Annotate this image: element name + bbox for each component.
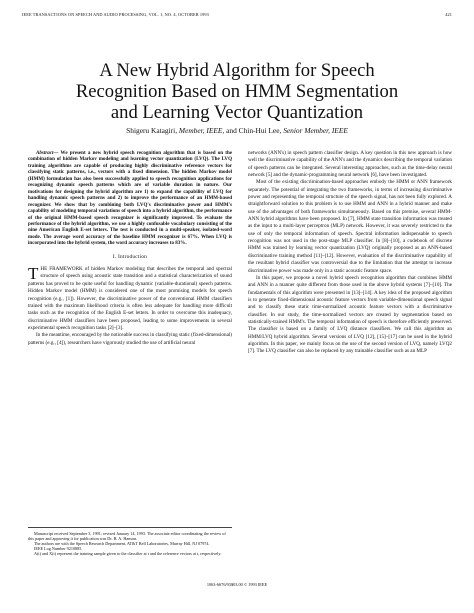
footnotes [28,527,232,556]
right-paragraph-3: In this paper, we propose a novel hybrid speech recognition algorithm that combines HMM and ANN in a manner quite different from those used in the above hybrid systems [7]–[10]. The fundamentals of this algorithm were presented in [13]–[14]. A key idea of the proposed algorithm is to generate fixed-dimensional acoustic feature vectors from variable-dimensional speech signal and to classify these static time-normalized acoustic feature vectors with a discriminative classifier. In our study, the time-normalized vectors are created by segmentation based on statistically-trained HMM's. The temporal information of speech is therefore efficiently preserved. The classifier is based on a family of LVQ distance classifiers. We call this algorithm an HMM/LVQ hybrid algorithm. Several versions of LVQ [12], [15]–[17] can be used in the hybrid algorithm. In this paper, we mainly focus on the use of the second version of LVQ, namely LVQ2 [7]. The LVQ classifier can also be replaced by any trainable classifier such as an MLP [248,274,452,355]
footnote-affiliation: The authors are with the Speech Research Department, AT&T Bell Laboratories, Murray Hill, NJ 07974. [34,541,210,547]
intro-paragraph-1-text: HE FRAMEWORK of hidden Markov modeling that describes the temporal and spectral structure of speech using acoustic state transition and a statistical characterization of sound patterns has proved to be quite useful for handling dynamic (variable-durational) speech patterns. Hidden Markov model (HMM) is considered one of the most promising models for speech recognition (e.g., [1]). However, the discriminative power of the conventional HMM classifiers trained with the maximum likelihood criteria is often less adequate for handling more difficult tasks such as the recognition of the English E-set letters. In order to overcome this inadequacy, discriminative HMM classifiers have been proposed, leading to some improvements in several experimental speech recognition tasks [2]–[3]. [28,266,232,331]
abstract-text: We present a new hybrid speech recognition algorithm that is based on the combination of hidden Markov modeling and learning vector quantization (LVQ). The LVQ training algorithms are capable of producing highly discriminative reference vectors for classifying static patterns, i.e., vectors with a fixed dimension. The hidden Markov model (HMM) formulation has also been successfully applied to speech recognition applications for recognizing dynamic speech patterns which are of variable duration in nature. Our motivations for designing the hybrid algorithm are 1) to expand the capability of LVQ for handling dynamic speech patterns and 2) to improve the performance of an HMM-based recognizer. We show that by combining both LVQ's discriminative power and HMM's capability of modeling temporal variations of speech into a hybrid algorithm, the performance of the original HMM-based speech recognizer is significantly improved. To evaluate the performance of the hybrid algorithm, we use a highly confusable vocabulary consisting of the nine American English E-set letters. The test is conducted in a multi-speaker, isolated-word mode. The average word accuracy of the baseline HMM recognizer is 67%. When LVQ is incorporated into the hybrid system, the word accuracy increases to 83%. [28,150,232,247]
footnote-notation: A(t) and X(t) represent the training sample given to the classifier at t and the reference vectors at t, respectively. [34,551,222,557]
section-heading-introduction: I. Introduction [112,253,148,260]
copyright-footer: 1063-6676/93$03.00 © 1993 IEEE [206,582,268,587]
author-2-role: Senior Member, IEEE [283,126,348,135]
footnote-log-number: IEEE Log Number 9210885. [34,546,83,552]
right-column [248,150,452,356]
author-line [40,126,434,135]
author-1-name: Shigeru Katagiri, [126,126,178,135]
page-number: 421 [445,12,452,17]
title-line-3: and Learning Vector Quantization [110,102,364,123]
footnote-manuscript: Manuscript received September 3, 1991; revised January 14, 1993. The associate editor coordinating the review of this paper and approving it for publication was Dr. B. A. Hanson. [28,531,226,542]
journal-name: IEEE TRANSACTIONS ON SPEECH AND AUDIO PROCESSING, VOL. 1, NO. 4, OCTOBER 1993 [22,12,209,17]
drop-cap: T [28,264,39,284]
title-line-1: A New Hybrid Algorithm for Speech [99,60,375,81]
title-line-2: Recognition Based on HMM Segmentation [75,81,399,102]
intro-paragraph-2: In the meantime, encouraged by the noticeable success in classifying static (fixed-dimensional) patterns (e.g., [4]), researchers have vigorously studied the use of artificial neural [28,332,232,346]
author-1-role: Member, IEEE, [178,126,225,135]
right-paragraph-1: networks (ANN's) in speech pattern classifier design. A key question in this new approach is how well the discriminative capability of the ANN's and the dynamics describing the temporal variation of speech patterns can be integrated. Several interesting approaches, such as the time-delay neural network [5] and the dynamic-programming neural network [6], have been investigated. [248,150,452,179]
running-head [22,12,452,17]
intro-paragraph-1 [28,266,232,332]
paper-title [40,60,434,123]
abstract-label: Abstract— [36,150,59,156]
abstract [28,150,232,247]
left-column [28,150,232,347]
author-2-name: and Chin-Hui Lee, [226,126,282,135]
right-paragraph-2: Most of the existing discrimination-based approaches embody the HMM or ANN framework separately. The potential of integrating the two frameworks, in terms of increasing discriminative power and representing the temporal structure of the speech signal, has not been fully explored. A straightforward solution to this problem is to use HMM and ANN in a hybrid manner and make use of the advantages of both frameworks simultaneously. Based on this premise, several HMM-ANN hybrid algorithms have been proposed. In [7], HMM state transition information was treated as the input to a multi-layer perceptron (MLP) network. However, it was severely restricted to the use of only the temporal information of speech. Spectral information indispensable to speech recognition was not used in the post-stage MLP classifier. In [8]–[10], a codebook of discrete HMM was trained by learning vector quantization (LVQ) originally proposed as an ANN-based discriminative training method [11]–[12]. However, evaluation of the discriminative capability of the resultant hybrid classifier was controversial due to the limitation that the attempt to increase discriminative power was made only in a static acoustic feature space. [248,179,452,274]
